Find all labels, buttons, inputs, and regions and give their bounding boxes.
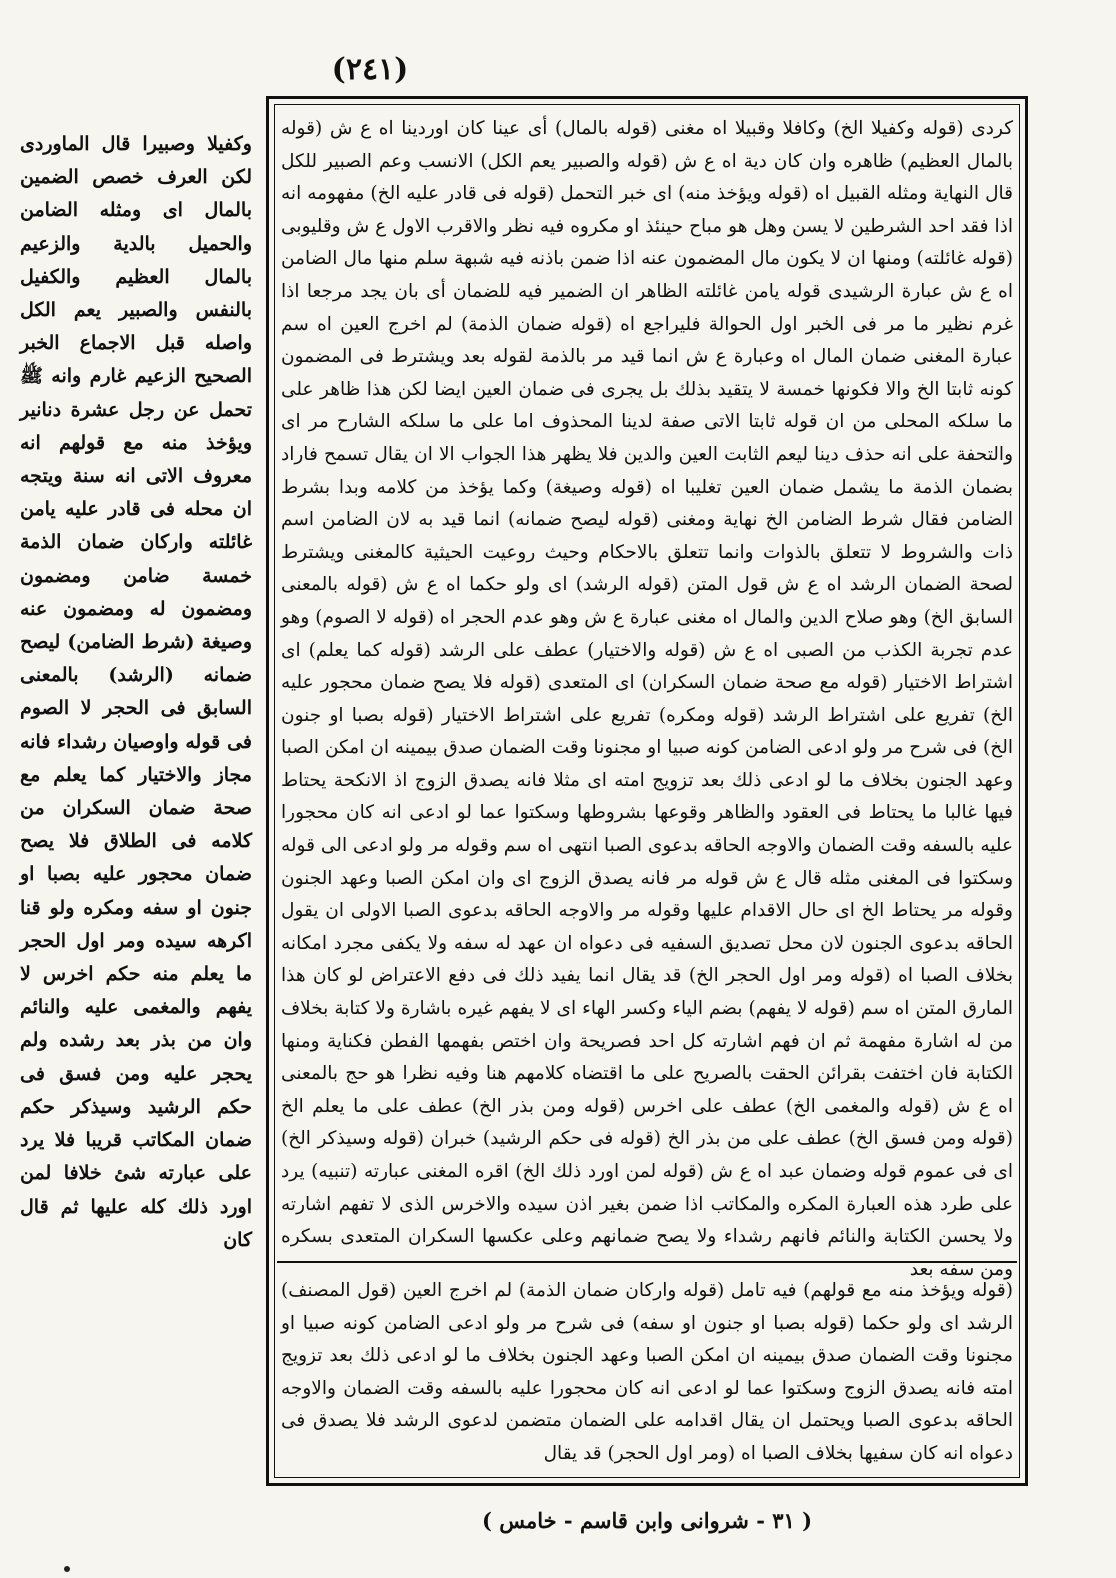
commentary-text: كردى (قوله وكفيلا الخ) وكافلا وقبيلا اه مغنى (قوله بالمال) أى عينا كان اوردينا اه ع ش (قوله بالمال العظيم) ظاهره وان كان دية اه ع ش (قوله والصبير يعم الكل) الانسب وعم الصبير للكل قال النهاية ومثله القبيل اه (قوله ويؤخذ منه) اى خبر التحمل (قوله فى قادر عليه الخ) مفهومه انه اذا فقد احد الشرطين لا يسن وهل هو مباح حينئذ او مكروه فيه نظر والاقرب الاول ع ش وقليوبى (قوله غائلته) ومنها ان لا يكون مال المضمون عنه اذا ضمن باذنه فيه شبهة سلم منها مال الضامن اه ع ش عبارة الرشيدى قوله يامن غائلته الظاهر ان الضمير فيه للضمان أى بان يجد مرجعا اذا غرم نظير ما مر فى الخبر اول الحوالة فليراجع اه (قوله ضمان الذمة) لم اخرج العين اه سم عبارة المغنى ضمان المال اه وعبارة ع ش انما قيد مر بالذمة لقوله بعد ويشترط فى المضمون كونه ثابتا الخ والا فكونها خمسة لا يتقيد بذلك بل يجرى فى ضمان العين ايضا لكن هذا ظاهر على ما سلكه المحلى من ان قوله ثابتا الاتى صفة لدينا المحذوف اما على ما سلكه الشارح مر اى والتحفة على انه حذف دينا ليعم الثابت العين والدين فلا يظهر هذا الجواب الا ان يقال تسمح فاراد بضمان الذمة ما يشمل ضمان العين تغليبا اه (قوله وصيغة) وكما يؤخذ من كلامه وبدا بشرط الضامن فقال شرط الضامن الخ نهاية ومغنى (قوله ليصح ضمانه) انما قيد به لان الضامن اسم ذات والشروط لا تتعلق بالذوات وانما تتعلق بالاحكام وحيث روعيت الحيثية كالمغنى ويشترط لصحة الضمان الرشد اه ع ش قول المتن (قوله الرشد) اى ولو حكما اه ع ش (قوله بالمعنى السابق الخ) وهو صلاح الدين والمال اه مغنى عبارة ع ش وهو عدم الحجر اه (قوله لا الصوم) وهو عدم تجربة الكذب من الصبى اه ع ش (قوله والاختيار) عطف على الرشد (قوله كما يعلم) اى اشتراط الاختيار (قوله مع صحة ضمان السكران) اى المتعدى (قوله فلا يصح ضمان محجور عليه الخ) تفريع على اشتراط الرشد (قوله ومكره) تفريع على اشتراط الاختيار (قوله بصبا او جنون الخ) فى شرح مر ولو ادعى الضامن كونه صبيا او مجنونا وقت الضمان صدق بيمينه ان امكن الصبا وعهد الجنون بخلاف ما لو ادعى ذلك بعد تزويج امته اى مثلا فانه يصدق الزوج اذ الانكحة يحتاط فيها غالبا ما يحتاط فى العقود والظاهر وقوعها بشروطها وسكتوا عما لو ادعى انه كان محجورا عليه بالسفه وقت الضمان والاوجه الحاقه بدعوى الصبا انتهى اه سم وقوله مر ولو ادعى الى قوله وسكتوا فى المغنى مثله قال ع ش قوله مر فانه يصدق الزوج اى وان امكن الصبا وعهد الجنون وقوله مر يحتاط الخ اى حال الاقدام عليها وقوله مر والاوجه الحاقه بدعوى الصبا الاولى ان يقول الحاقه بدعوى الجنون لان محل تصديق السفيه فى دعواه ان عهد له سفه ولا يكفى مجرد امكانه بخلاف الصبا اه (قوله ومر اول الحجر الخ) قد يقال انما يفيد ذلك فى دفع الاعتراض لو كان هذا المارق المتن اه سم (قوله لا يفهم) بضم الياء وكسر الهاء اى لا يفهم غيره باشارة ولا كتابة بخلاف من له اشارة مفهمة ثم ان فهم اشارته كل احد فصريحة وان اختص بفهمها الفطن فكناية ومنها الكتابة فان اختفت بقرائن الحقت بالصريح على ما اقتضاه كلامهم هنا وفيه نظرا هو حج بالمعنى اه ع ش (قوله والمغمى الخ) عطف على اخرس (قوله ومن بذر الخ) عطف على ما يعلم الخ (قوله ومن فسق الخ) عطف على من بذر الخ (قوله فى حكم الرشيد) خبران (قوله وسيذكر الخ) اى فى عموم قوله وضمان عبد اه ع ش (قوله لمن اورد ذلك الخ) اقره المغنى عبارته (تنبيه) يرد على طرد هذه العبارة المكره والمكاتب اذا ضمن بغير اذن سيده والاخرس الذى لا تفهم اشارته ولا يحسن الكتابة والنائم فانهم رشداء ولا يصح ضمانهم وعلى عكسها السكران المتعدى بسكره ومن سفه بعد (281, 118, 1013, 1280)
page-number: (٢٤١) (331, 52, 409, 87)
footnote-divider (277, 1261, 1017, 1263)
margin-main-text: وكفيلا وصبيرا قال الماوردى لكن العرف خصص الضمين بالمال اى ومثله الضامن والحميل بالدية والزعيم بالمال العظيم والكفيل بالنفس والصبير يعم الكل واصله قبل الاجماع الخبر الصحيح الزعيم غارم وانه ﷺ تحمل عن رجل عشرة دنانير ويؤخذ منه مع قولهم انه معروف الاتى انه سنة ويتجه ان محله فى قادر عليه يامن غائلته واركان ضمان الذمة خمسة ضامن ومضمون ومضمون له ومضمون عنه وصيغة (شرط الضامن) ليصح ضمانه (الرشد) بالمعنى السابق فى الحجر لا الصوم فى قوله واوصيان رشداء فانه مجاز والاختيار كما يعلم مع صحة ضمان السكران من كلامه فى الطلاق فلا يصح ضمان محجور عليه بصبا او جنون او سفه ومكره ولو قنا اكرهه سيده ومر اول الحجر ما يعلم منه حكم اخرس لا يفهم والمغمى عليه والنائم وان من بذر بعد رشده ولم يحجر عليه ومن فسق فى حكم الرشيد وسيذكر حكم ضمان المكاتب قريبا فلا يرد على عبارته شئ خلافا لمن اورد ذلك كله عليها ثم قال كان (20, 133, 252, 1251)
scan-dot (64, 1566, 70, 1572)
commentary-frame (266, 96, 1028, 1486)
footnote-text: (قوله ويؤخذ منه مع قولهم) فيه تامل (قوله واركان ضمان الذمة) لم اخرج العين (قول المصنف) الرشد اى ولو حكما (قوله بصبا او جنون او سفه) فى شرح مر ولو ادعى الضامن كونه صبيا او مجنونا وقت الضمان صدق بيمينه ان امكن الصبا وعهد الجنون بخلاف ما لو ادعى ذلك بعد تزويج امته فانه يصدق الزوج وسكتوا عما لو ادعى انه كان محجورا عليه بالسفه وقت الضمان والاوجه الحاقه بدعوى الصبا ويحتمل ان يقال اقدامه على الضمان متضمن لدعوى الرشد فلا يصدق فى دعواه انه كان سفيها بخلاف الصبا اه (ومر اول الحجر) قد يقال (281, 1280, 1013, 1464)
page-footer: ( ٣١ - شروانى وابن قاسم - خامس ) (481, 1508, 813, 1533)
